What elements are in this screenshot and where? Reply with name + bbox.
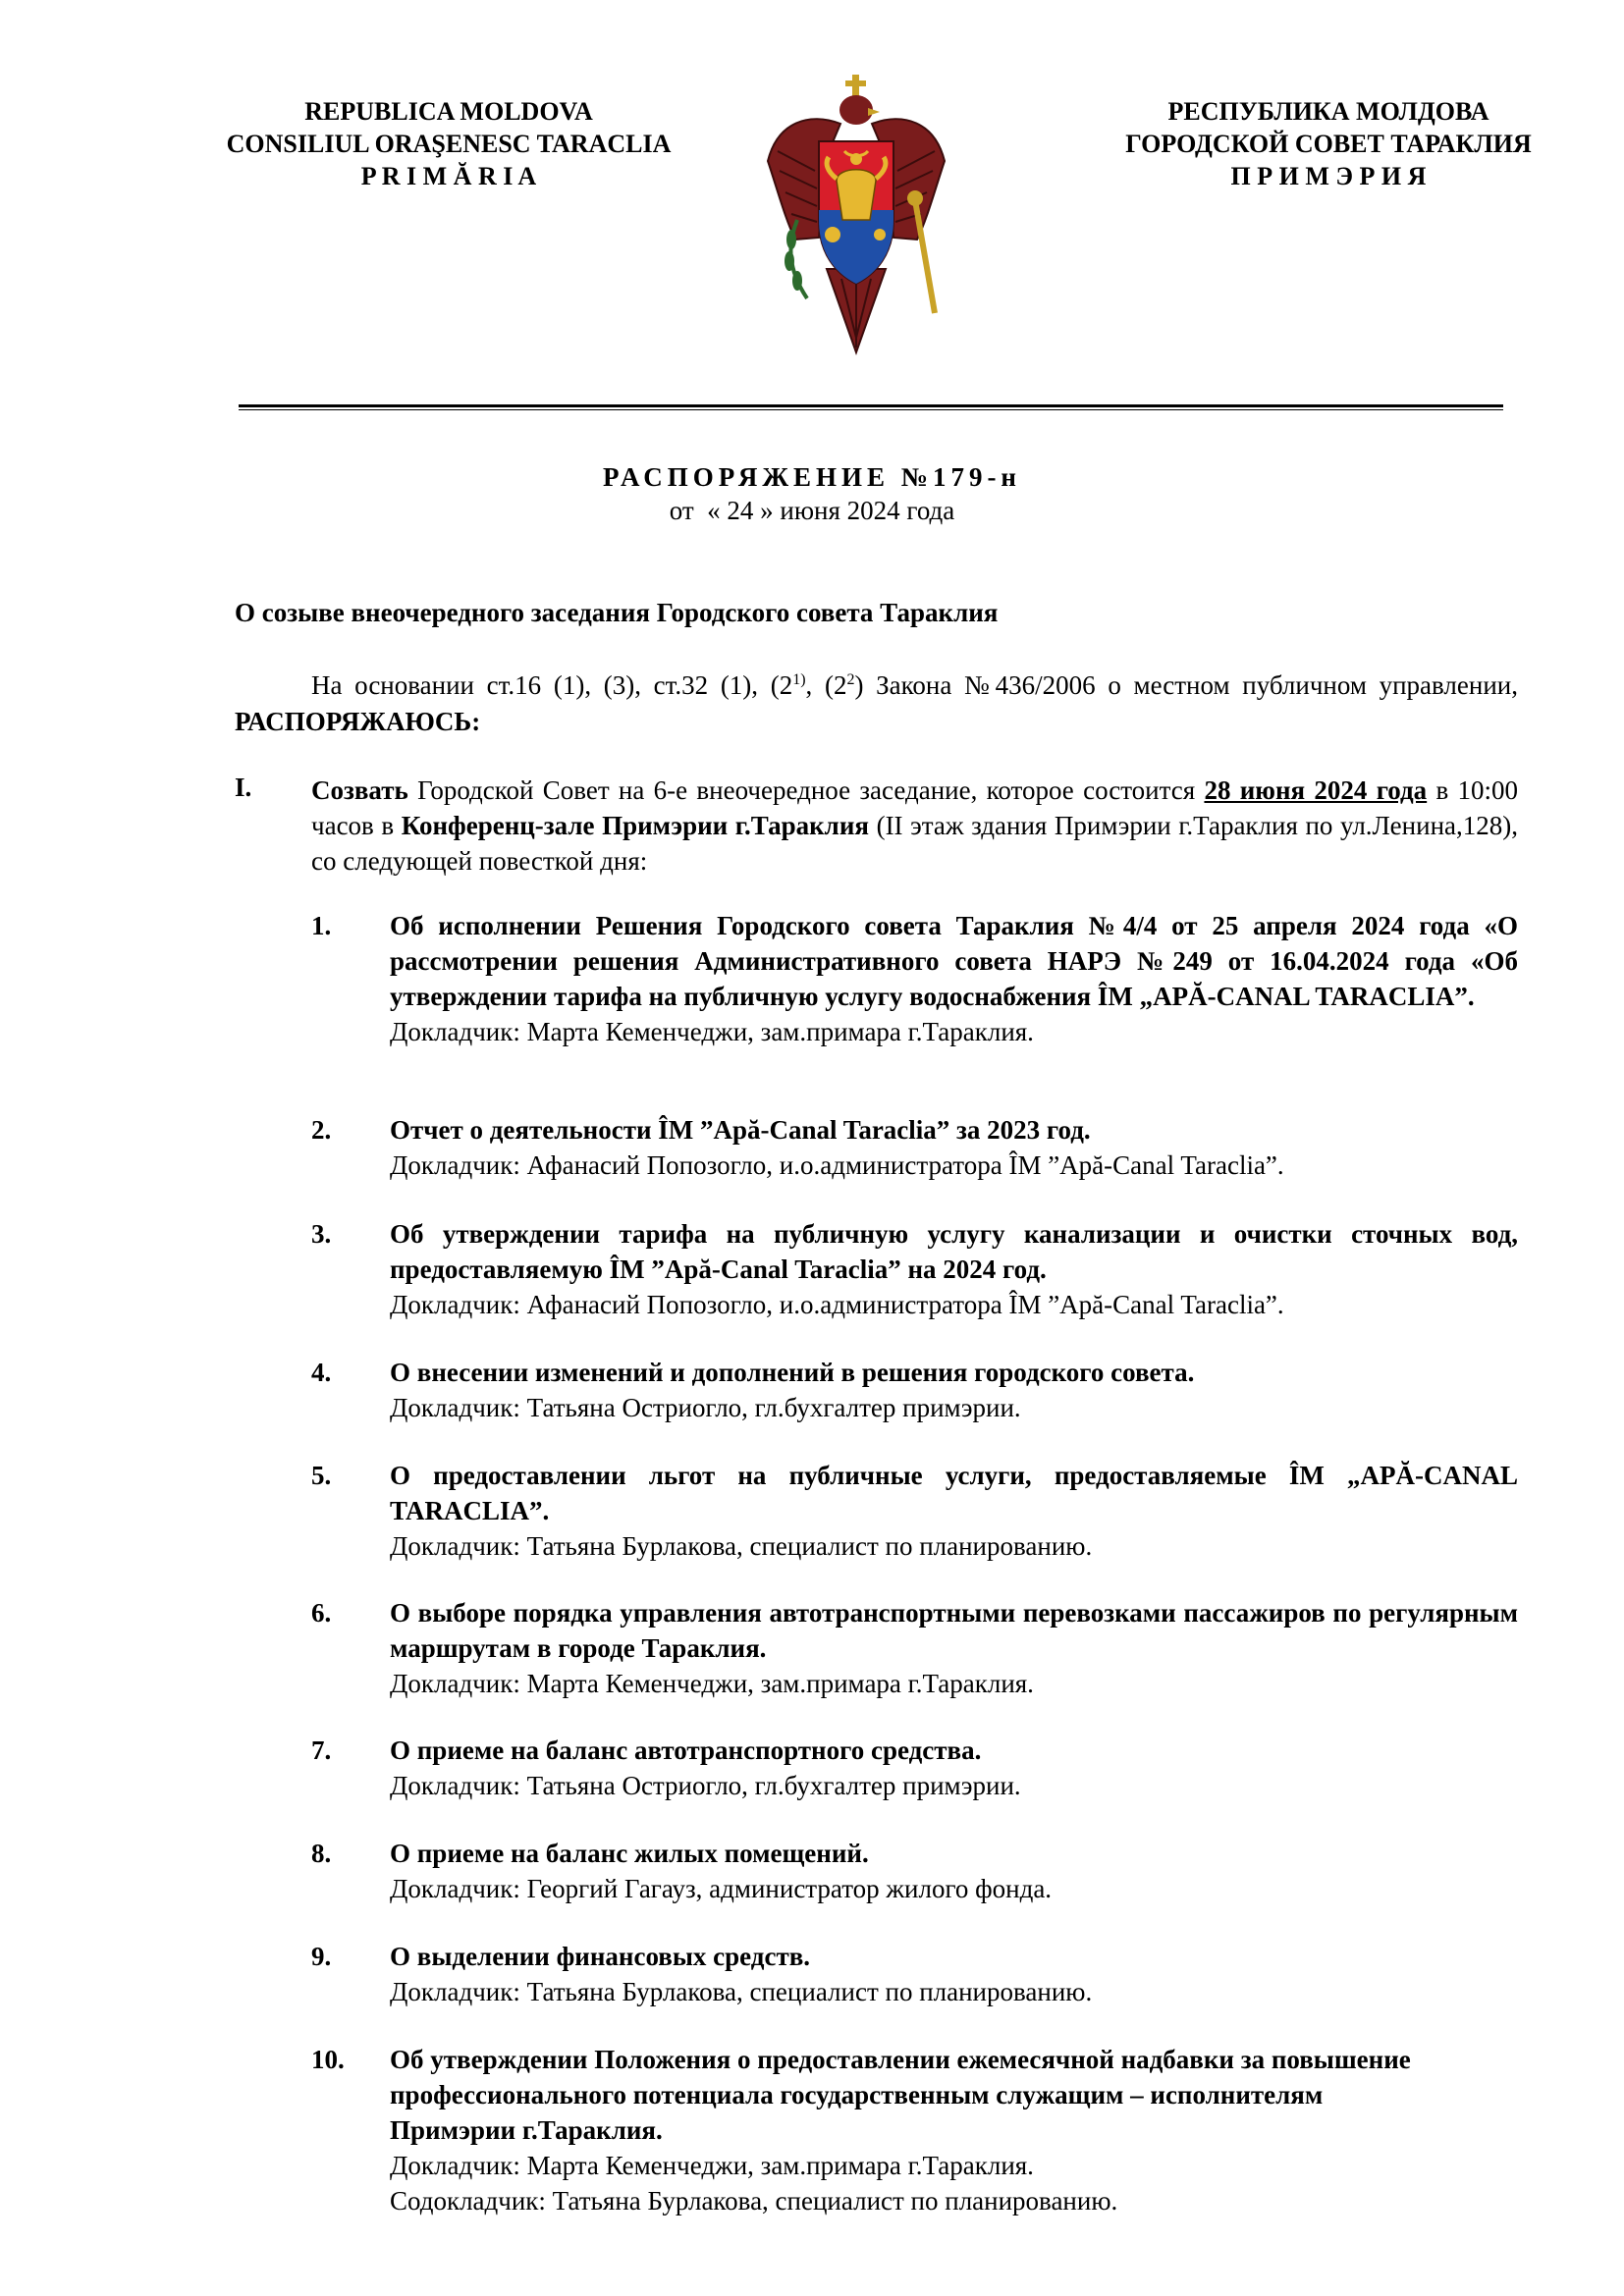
order-title: РАСПОРЯЖЕНИЕ №179-н [603,462,1021,492]
order-date-text: от « 24 » июня 2024 года [669,496,955,525]
agenda-item-title: Об утверждении тарифа на публичную услугу канализации и очистки сточных вод, предоставляемую ÎM ”Apă-Canal Taraclia” на 2024 год. [390,1219,1518,1284]
header-right-office: П Р И М Э Р И Я [1230,162,1427,190]
coat-of-arms-icon [758,73,954,357]
agenda-item-number: 5. [311,1461,332,1490]
agenda-item-title: О приеме на баланс жилых помещений. [390,1839,869,1868]
agenda-item-reporter: Докладчик: Афанасий Попозогло, и.о.администратора ÎM ”Apă-Canal Taraclia”. [390,1290,1284,1319]
header-left-country: REPUBLICA MOLDOVA [304,97,593,126]
agenda-item [311,1836,1518,1906]
header-left [193,95,704,192]
agenda-item-reporter: Докладчик: Татьяна Бурлакова, специалист по планированию. [390,1977,1093,2006]
agenda-item-title: Об исполнении Решения Городского совета Тараклия №4/4 от 25 апреля 2024 года «О рассмотрении решения Административного совета НАРЭ №249 от 16.04.2024 года «Об утверждении тарифа на публичную услугу водоснабжения ÎM „APĂ-CANAL TARACLIA”. [390,911,1518,1011]
agenda-item-title: О выделении финансовых средств. [390,1942,811,1971]
agenda-item-number: 2. [311,1115,332,1145]
agenda-item [311,1112,1518,1183]
agenda-item-reporter: Докладчик: Афанасий Попозогло, и.о.администратора ÎM ”Apă-Canal Taraclia”. [390,1150,1284,1180]
agenda-item-reporter: Докладчик: Татьяна Остриогло, гл.бухгалтер примэрии. [390,1393,1021,1422]
basis-sup-2: 2 [846,671,855,688]
agenda-item [311,1733,1518,1803]
agenda-item [311,1355,1518,1425]
meeting-place: Конференц-зале Примэрии г.Тараклия [401,811,869,840]
agenda-item-coreporter: Содокладчик: Татьяна Бурлакова, специалист по планированию. [390,2186,1118,2216]
header-right-country: РЕСПУБЛИКА МОЛДОВА [1167,97,1489,126]
section-text-3: (II этаж здания Примэрии г.Тараклия по ул.Ленина,128), со следующей повесткой дня: [311,811,1518,876]
header-left-office: P R I M Ă R I A [360,162,537,190]
agenda-item-reporter: Докладчик: Татьяна Бурлакова, специалист по планированию. [390,1531,1093,1561]
meeting-date: 28 июня 2024 года [1204,775,1428,805]
header-right [1073,95,1584,192]
header-divider [239,404,1503,407]
section-body [311,773,1518,879]
agenda-item [311,1458,1518,1564]
agenda-item-reporter: Докладчик: Марта Кеменчеджи, зам.примара г.Тараклия. [390,2151,1034,2180]
agenda-item-number: 1. [311,911,332,940]
agenda-item-title: О предоставлении льгот на публичные услуги, предоставляемые ÎM „APĂ-CANAL TARACLIA”. [390,1461,1518,1525]
section-number: I. [235,773,252,802]
legal-basis [235,667,1518,740]
agenda-item-title: О выборе порядка управления автотранспортными перевозками пассажиров по регулярным маршрутам в городе Тараклия. [390,1598,1518,1663]
agenda-item-title: О внесении изменений и дополнений в решения городского совета. [390,1358,1195,1387]
order-date [0,496,1624,526]
agenda-item-reporter: Докладчик: Татьяна Остриогло, гл.бухгалтер примэрии. [390,1771,1021,1800]
basis-sup-1: 1) [792,671,806,688]
agenda-item-title: Об утверждении Положения о предоставлении ежемесячной надбавки за повышение профессионального потенциала государственным служащим – исполнителям Примэрии г.Тараклия. [390,2045,1411,2145]
agenda-item [311,1939,1518,2009]
section-text-1: Городской Совет на 6-е внеочередное заседание, которое состоится [407,775,1205,805]
agenda-item [311,1216,1518,1322]
agenda-item [311,1595,1518,1701]
basis-text-2: , (2 [805,670,847,700]
decree-word: РАСПОРЯЖАЮСЬ: [235,707,481,736]
basis-text-1: На основании ст.16 (1), (3), ст.32 (1), (2 [311,670,793,700]
agenda-item [311,908,1518,1049]
section-text-2: в 10:00 часов в [311,775,1519,840]
agenda-item-title: О приеме на баланс автотранспортного средства. [390,1735,982,1765]
order-subject: О созыве внеочередного заседания Городского совета Тараклия [235,598,999,627]
agenda-item-number: 6. [311,1598,332,1628]
agenda-item-number: 8. [311,1839,332,1868]
agenda-item-reporter: Докладчик: Марта Кеменчеджи, зам.примара г.Тараклия. [390,1669,1034,1698]
agenda-item-number: 9. [311,1942,332,1971]
section-verb: Созвать [311,775,408,805]
header-left-council: CONSILIUL ORAŞENESC TARACLIA [226,130,672,158]
agenda-item-number: 10. [311,2045,345,2074]
agenda-item-reporter: Докладчик: Марта Кеменчеджи, зам.примара г.Тараклия. [390,1017,1034,1046]
header-right-council: ГОРОДСКОЙ СОВЕТ ТАРАКЛИЯ [1125,130,1532,158]
agenda-item-number: 7. [311,1735,332,1765]
agenda-item [311,2042,1411,2218]
basis-text-3: ) Закона №436/2006 о местном публичном управлении, [854,670,1518,700]
agenda-item-reporter: Докладчик: Георгий Гагауз, администратор жилого фонда. [390,1874,1053,1903]
agenda-item-title: Отчет о деятельности ÎM ”Apă-Canal Taraclia” за 2023 год. [390,1115,1091,1145]
agenda-item-number: 3. [311,1219,332,1249]
agenda-item-number: 4. [311,1358,332,1387]
header-divider-thin [239,409,1503,410]
